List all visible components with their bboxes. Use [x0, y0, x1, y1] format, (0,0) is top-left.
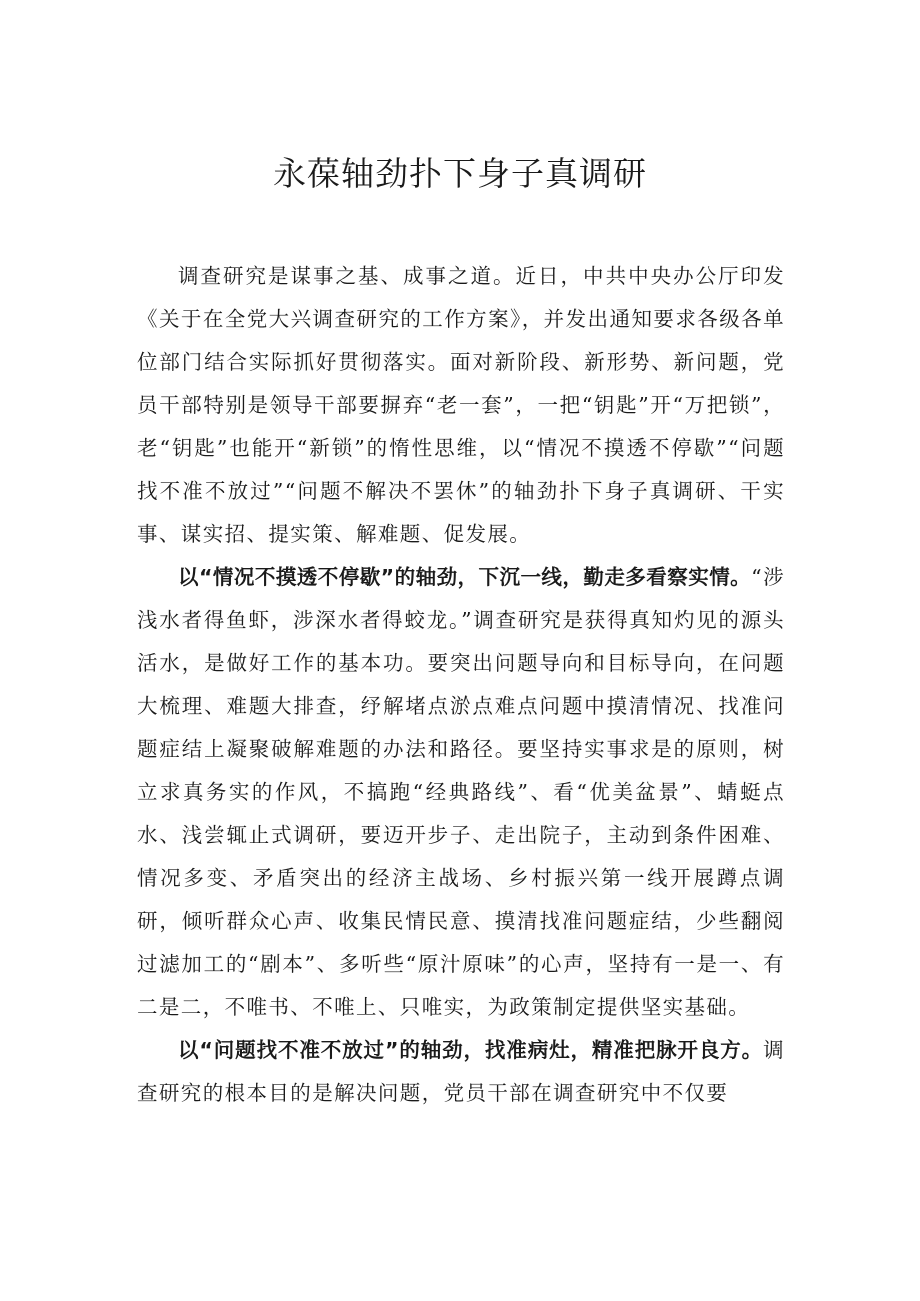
- paragraph-section-2: [137, 1029, 785, 1115]
- document-body: [137, 255, 785, 1115]
- paragraph-lead: 以“情况不摸透不停歇”的轴劲，下沉一线，勤走多看察实情。: [178, 565, 752, 589]
- paragraph-section-1: [137, 556, 785, 1029]
- paragraph-intro: [137, 255, 785, 556]
- paragraph-text: “涉浅水者得鱼虾，涉深水者得蛟龙。”调查研究是获得真知灼见的源头活水，是做好工作的基本功。要突出问题导向和目标导向，在问题大梳理、难题大排查，纾解堵点淤点难点问题中摸清情况、找准问题症结上凝聚破解难题的办法和路径。要坚持实事求是的原则，树立求真务实的作风，不搞跑“经典路线”、看“优美盆景”、蜻蜓点水、浅尝辄止式调研，要迈开步子、走出院子，主动到条件困难、情况多变、矛盾突出的经济主战场、乡村振兴第一线开展蹲点调研，倾听群众心声、收集民情民意、摸清找准问题症结，少些翻阅过滤加工的“剧本”、多听些“原汁原味”的心声，坚持有一是一、有二是二，不唯书、不唯上、只唯实，为政策制定提供坚实基础。: [137, 565, 785, 1019]
- paragraph-lead: 以“问题找不准不放过”的轴劲，找准病灶，精准把脉开良方。: [178, 1038, 764, 1062]
- paragraph-text: 调查研究是谋事之基、成事之道。近日，中共中央办公厅印发《关于在全党大兴调查研究的工作方案》，并发出通知要求各级各单位部门结合实际抓好贯彻落实。面对新阶段、新形势、新问题，党员干部特别是领导干部要摒弃“老一套”，一把“钥匙”开“万把锁”，老“钥匙”也能开“新锁”的惰性思维，以“情况不摸透不停歇”“问题找不准不放过”“问题不解决不罢休”的轴劲扑下身子真调研、干实事、谋实招、提实策、解难题、促发展。: [137, 264, 785, 546]
- document-title: 永葆轴劲扑下身子真调研: [273, 154, 647, 193]
- paragraph-text: 调查研究的根本目的是解决问题，党员干部在调查研究中不仅要: [137, 1038, 785, 1105]
